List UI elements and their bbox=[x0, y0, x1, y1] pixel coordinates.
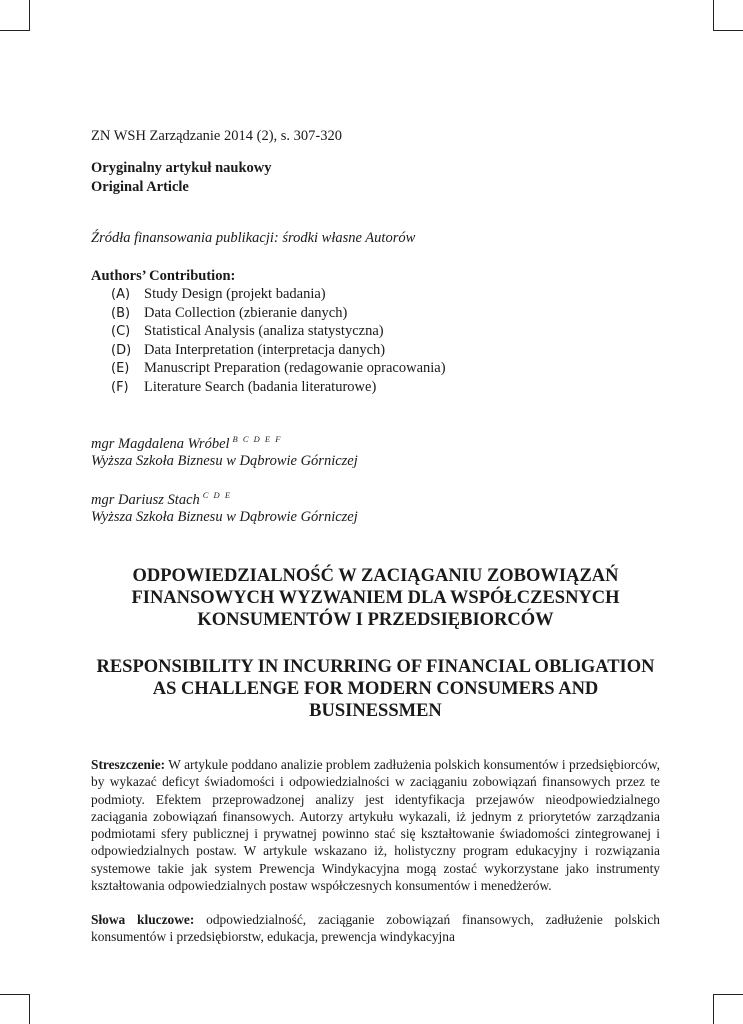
crop-mark-bottom-right-v bbox=[713, 994, 714, 1024]
contribution-list bbox=[111, 286, 446, 397]
title-polish bbox=[81, 565, 670, 631]
contribution-code: (D) bbox=[111, 342, 132, 358]
abstract bbox=[91, 756, 660, 894]
author-2-name bbox=[91, 490, 232, 509]
abstract-text: W artykule poddano analizie problem zadłużenia polskich konsumentów i przedsiębiorców, by wykazać deficyt świadomości i odpowiedzialności w zaciąganiu zobowiązań finansowych przez te podmioty. Efektem przeprowadzonej analizy jest identyfikacja przejawów nieodpowiedzialnego zaciągania zobowiązań finansowych. Autorzy artykułu wykazali, iż jednym z priorytetów zarządzania podmiotami sfery publicznej i prywatnej powinno stać się kształtowanie świadomości zintegrowanej i odpowiedzialnych postaw. W artykule wskazano iż, holistyczny program edukacyjny i rozwiązania systemowe takie jak system Prewencja Windykacyjna mogą zostać wykorzystane jako instrumenty kształtowania odpowiedzialnych postaw współczesnych konsumentów i menedżerów. bbox=[91, 757, 660, 894]
author-roles: B C D E F bbox=[232, 434, 282, 444]
contribution-label: Manuscript Preparation (redagowanie opracowania) bbox=[144, 360, 446, 376]
contribution-item bbox=[111, 286, 446, 305]
contribution-item bbox=[111, 360, 446, 379]
contribution-item bbox=[111, 379, 446, 398]
contribution-item bbox=[111, 323, 446, 342]
title-pl-line: FINANSOWYCH WYZWANIEM DLA WSPÓŁCZESNYCH bbox=[131, 588, 620, 608]
article-type-pl: Oryginalny artykuł naukowy bbox=[91, 160, 272, 176]
contribution-item bbox=[111, 305, 446, 324]
title-en-line: BUSINESSMEN bbox=[309, 701, 442, 721]
crop-mark-top-left-v bbox=[29, 0, 30, 31]
title-pl-line: ODPOWIEDZIALNOŚĆ W ZACIĄGANIU ZOBOWIĄZAŃ bbox=[132, 566, 619, 586]
contribution-code: (C) bbox=[111, 324, 131, 339]
funding-source: Źródła finansowania publikacji: środki własne Autorów bbox=[91, 230, 416, 246]
author-name: mgr Dariusz Stach bbox=[91, 492, 200, 508]
author-name: mgr Magdalena Wróbel bbox=[91, 436, 230, 452]
journal-reference: ZN WSH Zarządzanie 2014 (2), s. 307-320 bbox=[91, 128, 342, 144]
crop-mark-bottom-left-v bbox=[29, 994, 30, 1024]
article-type-en: Original Article bbox=[91, 179, 189, 195]
keywords bbox=[91, 911, 660, 946]
crop-mark-bottom-right-h bbox=[714, 994, 743, 995]
author-1-name bbox=[91, 434, 282, 453]
crop-mark-top-right-h bbox=[714, 30, 743, 31]
author-2-affiliation: Wyższa Szkoła Biznesu w Dąbrowie Górniczej bbox=[91, 509, 358, 525]
contribution-label: Data Interpretation (interpretacja danych) bbox=[144, 341, 386, 358]
contribution-item bbox=[111, 342, 446, 361]
title-english bbox=[81, 656, 670, 722]
contribution-label: Data Collection (zbieranie danych) bbox=[144, 304, 348, 321]
title-en-line: AS CHALLENGE FOR MODERN CONSUMERS AND bbox=[152, 679, 599, 699]
abstract-label: Streszczenie: bbox=[91, 757, 166, 772]
contribution-label: Statistical Analysis (analiza statystyczna) bbox=[144, 323, 384, 339]
contribution-code: (F) bbox=[111, 379, 129, 395]
contribution-label: Literature Search (badania literaturowe) bbox=[144, 378, 377, 395]
author-roles: C D E bbox=[202, 490, 232, 500]
contribution-label: Study Design (projekt badania) bbox=[144, 286, 326, 302]
keywords-text: odpowiedzialność, zaciąganie zobowiązań finansowych, zadłużenie polskich konsumentów i przedsiębiorstw, edukacja, prewencja windykacyjna bbox=[91, 912, 660, 945]
contribution-code: (A) bbox=[111, 287, 131, 302]
author-1-affiliation: Wyższa Szkoła Biznesu w Dąbrowie Górniczej bbox=[91, 453, 358, 469]
crop-mark-top-left-h bbox=[0, 30, 29, 31]
contribution-code: (B) bbox=[111, 305, 131, 321]
title-en-line: RESPONSIBILITY IN INCURRING OF FINANCIAL OBLIGATION bbox=[96, 657, 655, 677]
contribution-heading: Authors’ Contribution: bbox=[91, 268, 236, 284]
title-pl-line: KONSUMENTÓW I PRZEDSIĘBIORCÓW bbox=[197, 610, 554, 630]
contribution-code: (E) bbox=[111, 361, 130, 376]
crop-mark-top-right-v bbox=[713, 0, 714, 31]
keywords-label: Słowa kluczowe: bbox=[91, 912, 195, 927]
crop-mark-bottom-left-h bbox=[0, 994, 29, 995]
